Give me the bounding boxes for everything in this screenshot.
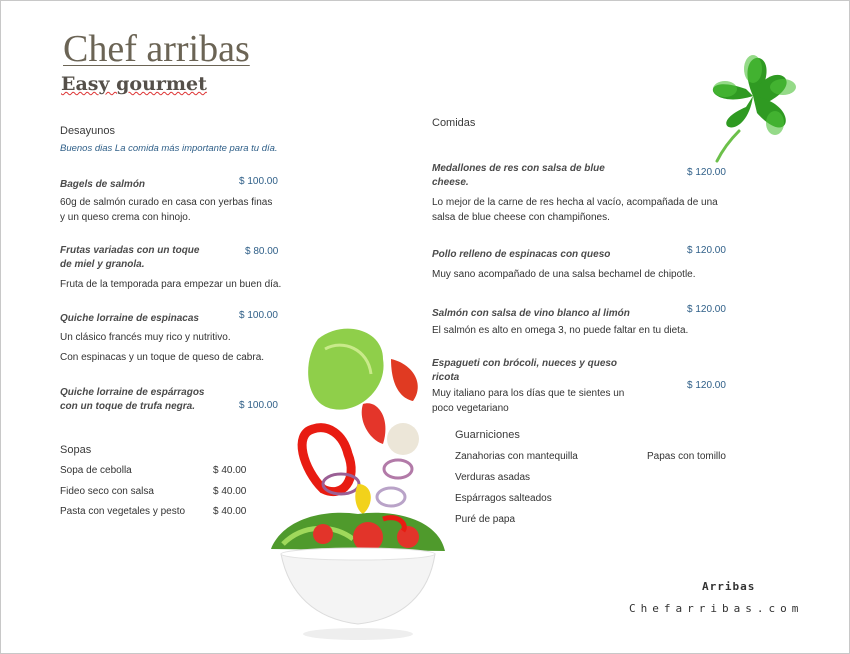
dish-description: Fruta de la temporada para empezar un buen día. [60,279,282,290]
four-leaf-clover-icon [691,41,816,166]
dish-price: $ 80.00 [245,246,279,257]
section-heading-desayunos: Desayunos [60,125,116,137]
soup-price: $ 40.00 [213,486,247,497]
dish-price: $ 120.00 [687,304,726,315]
dish-name: Salmón con salsa de vino blanco al limón [432,308,630,319]
salad-bowl-illustration [263,319,453,649]
dish-price: $ 120.00 [687,245,726,256]
footer-website: Chefarribas.com [629,602,804,615]
page-title: Chef arribas [63,28,250,70]
page-subtitle [61,73,207,95]
dish-description: Un clásico francés muy rico y nutritivo. [60,332,231,343]
dish-name: Pollo relleno de espinacas con queso [432,249,611,260]
section-heading-guarniciones: Guarniciones [455,429,520,441]
soup-price: $ 40.00 [213,465,247,476]
soup-name: Sopa de cebolla [60,465,132,476]
side-dish: Papas con tomillo [647,451,726,462]
subtitle-text: Easy gourmet [61,73,207,95]
side-dish: Espárragos salteados [455,493,552,504]
dish-description: Lo mejor de la carne de res hecha al vacío, acompañada de una salsa de blue cheese con champiñones. [432,197,718,223]
section-heading-comidas: Comidas [432,117,476,129]
dish-price: $ 100.00 [239,176,278,187]
dish-name: Quiche lorraine de espinacas [60,313,199,324]
dish-name: Frutas variadas con un toque de miel y granola. [60,245,200,270]
dish-price: $ 120.00 [687,167,726,178]
dish-price: $ 120.00 [687,380,726,391]
section-note: Buenos dias La comida más importante para tu día. [60,143,278,154]
side-dish: Verduras asadas [455,472,531,483]
dish-name: Espagueti con brócoli, nueces y queso ricota [432,358,618,383]
side-dish: Zanahorias con mantequilla [455,451,578,462]
dish-name: Quiche lorraine de espárragos con un toque de trufa negra. [60,387,205,412]
dish-price: $ 100.00 [239,400,278,411]
side-dish: Puré de papa [455,514,516,525]
dish-description: 60g de salmón curado en casa con yerbas finas y un queso crema con hinojo. [60,197,273,223]
dish-name: Bagels de salmón [60,179,146,190]
section-heading-sopas: Sopas [60,444,92,456]
dish-price: $ 100.00 [239,310,278,321]
dish-description: Con espinacas y un toque de queso de cabra. [60,352,265,363]
dish-description: Muy sano acompañado de una salsa bechamel de chipotle. [432,269,696,280]
footer-brand: Arribas [702,580,756,593]
dish-name: Medallones de res con salsa de blue cheese. [432,163,605,188]
dish-description: Muy italiano para los días que te sientes un poco vegetariano [432,388,625,414]
dish-description: El salmón es alto en omega 3, no puede faltar en tu dieta. [432,325,689,336]
soup-price: $ 40.00 [213,506,247,517]
soup-name: Fideo seco con salsa [60,486,154,497]
soup-name: Pasta con vegetales y pesto [60,506,186,517]
